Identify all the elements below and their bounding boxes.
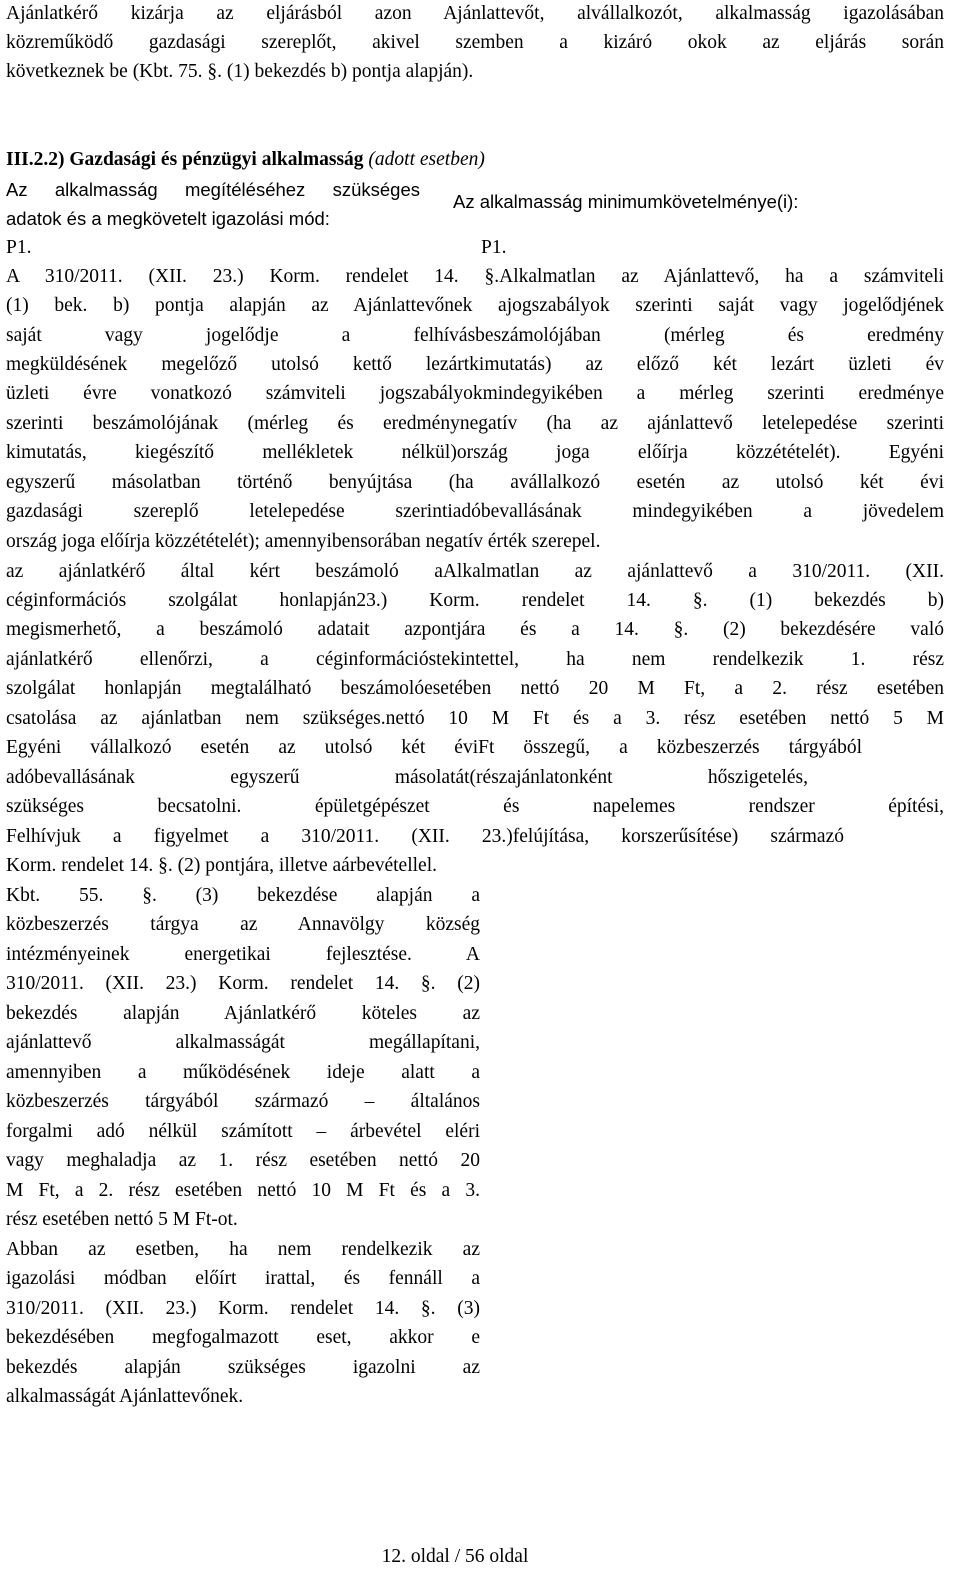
body-line: céginformációs szolgálat honlapján23.) Korm. rendelet 14. §. (1) bekezdés b) — [6, 590, 944, 611]
body-line: üzleti évre vonatkozó számviteli jogszabályokmindegyikében a mérleg szerinti eredménye — [6, 383, 944, 404]
section-heading-note: (adott esetben) — [368, 149, 485, 170]
left-col-line: igazolási módban előírt irattal, és fennáll a — [6, 1268, 480, 1289]
left-col-line: M Ft, a 2. rész esetében nettó 10 M Ft és a 3. — [6, 1180, 480, 1201]
body-line: gazdasági szereplő letelepedése szerintiadóbevallásának mindegyikében a jövedelem — [6, 501, 944, 522]
left-col-line: közbeszerzés tárgyából származó – általános — [6, 1091, 480, 1112]
body-line: szolgálat honlapján megtalálható beszámolóesetében nettó 20 M Ft, a 2. rész esetében — [6, 678, 944, 699]
body-line: (1) bek. b) pontja alapján az Ajánlattevőnek ajogszabályok szerinti saját vagy jogelődjének — [6, 295, 944, 316]
left-column-header-line: adatok és a megkövetelt igazolási mód: — [6, 208, 330, 229]
body-line: megismerhető, a beszámoló adatait azpontjára és a 14. §. (2) bekezdésére való — [6, 619, 944, 640]
left-col-line: rész esetében nettó 5 M Ft-ot. — [6, 1209, 238, 1230]
body-line: Felhívjuk a figyelmet a 310/2011. (XII. 23.)felújítása, korszerűsítése) származó — [6, 826, 844, 847]
body-line: adóbevallásának egyszerű másolatát(részajánlatonként hőszigetelés, — [6, 767, 808, 788]
body-line: Korm. rendelet 14. §. (2) pontjára, illetve aárbevétellel. — [6, 855, 437, 876]
body-line: megküldésének megelőző utolsó kettő lezártkimutatás) az előző két lezárt üzleti év — [6, 354, 944, 375]
left-col-line: bekezdés alapján szükséges igazolni az — [6, 1357, 480, 1378]
left-column-header-line: Az alkalmasság megítéléséhez szükséges — [6, 179, 420, 200]
intro-line: Ajánlatkérő kizárja az eljárásból azon Ajánlattevőt, alvállalkozót, alkalmasság igazolásában — [6, 3, 944, 24]
left-col-line: Kbt. 55. §. (3) bekezdése alapján a — [6, 885, 480, 906]
body-line: A 310/2011. (XII. 23.) Korm. rendelet 14. §.Alkalmatlan az Ajánlattevő, ha a számviteli — [6, 266, 944, 287]
p1-right-label: P1. — [481, 237, 507, 258]
section-heading-title: III.2.2) Gazdasági és pénzügyi alkalmasság — [6, 149, 364, 170]
left-col-line: 310/2011. (XII. 23.) Korm. rendelet 14. §. (3) — [6, 1298, 480, 1319]
page-number-footer: 12. oldal / 56 oldal — [381, 1546, 529, 1567]
body-line: egyszerű másolatban történő benyújtása (ha avállalkozó esetén az utolsó két évi — [6, 472, 944, 493]
left-col-line: ajánlattevő alkalmasságát megállapítani, — [6, 1032, 480, 1053]
section-heading — [6, 150, 485, 170]
left-col-line: forgalmi adó nélkül számított – árbevétel eléri — [6, 1121, 480, 1142]
body-line: Egyéni vállalkozó esetén az utolsó két éviFt összegű, a közbeszerzés tárgyából — [6, 737, 862, 758]
body-line: szerinti beszámolójának (mérleg és eredménynegatív (ha az ajánlattevő letelepedése szerinti — [6, 413, 944, 434]
body-line: ország joga előírja közzétételét); amennyibensorában negatív érték szerepel. — [6, 531, 601, 552]
left-col-line: közbeszerzés tárgya az Annavölgy község — [6, 914, 480, 935]
left-col-line: Abban az esetben, ha nem rendelkezik az — [6, 1239, 480, 1260]
left-col-line: 310/2011. (XII. 23.) Korm. rendelet 14. §. (2) — [6, 973, 480, 994]
intro-line: következnek be (Kbt. 75. §. (1) bekezdés b) pontja alapján). — [6, 61, 474, 82]
right-column-header: Az alkalmasság minimumkövetelménye(i): — [453, 191, 799, 212]
left-col-line: vagy meghaladja az 1. rész esetében nettó 20 — [6, 1150, 480, 1171]
p1-left-label: P1. — [6, 237, 32, 258]
left-col-line: alkalmasságát Ajánlattevőnek. — [6, 1386, 244, 1407]
left-col-line: amennyiben a működésének ideje alatt a — [6, 1062, 480, 1083]
body-line: az ajánlatkérő által kért beszámoló aAlkalmatlan az ajánlattevő a 310/2011. (XII. — [6, 561, 944, 582]
intro-line: közreműködő gazdasági szereplőt, akivel szemben a kizáró okok az eljárás során — [6, 32, 944, 53]
body-line: csatolása az ajánlatban nem szükséges.nettó 10 M Ft és a 3. rész esetében nettó 5 M — [6, 708, 944, 729]
left-col-line: bekezdésében megfogalmazott eset, akkor e — [6, 1327, 480, 1348]
body-line: kimutatás, kiegészítő mellékletek nélkül)ország joga előírja közzétételét). Egyéni — [6, 442, 944, 463]
body-line: szükséges becsatolni. épületgépészet és napelemes rendszer építési, — [6, 796, 944, 817]
left-col-line: intézményeinek energetikai fejlesztése. A — [6, 944, 480, 965]
body-line: ajánlatkérő ellenőrzi, a céginformációstekintettel, ha nem rendelkezik 1. rész — [6, 649, 944, 670]
left-col-line: bekezdés alapján Ajánlatkérő köteles az — [6, 1003, 480, 1024]
body-line: saját vagy jogelődje a felhívásbeszámolójában (mérleg és eredmény — [6, 325, 944, 346]
